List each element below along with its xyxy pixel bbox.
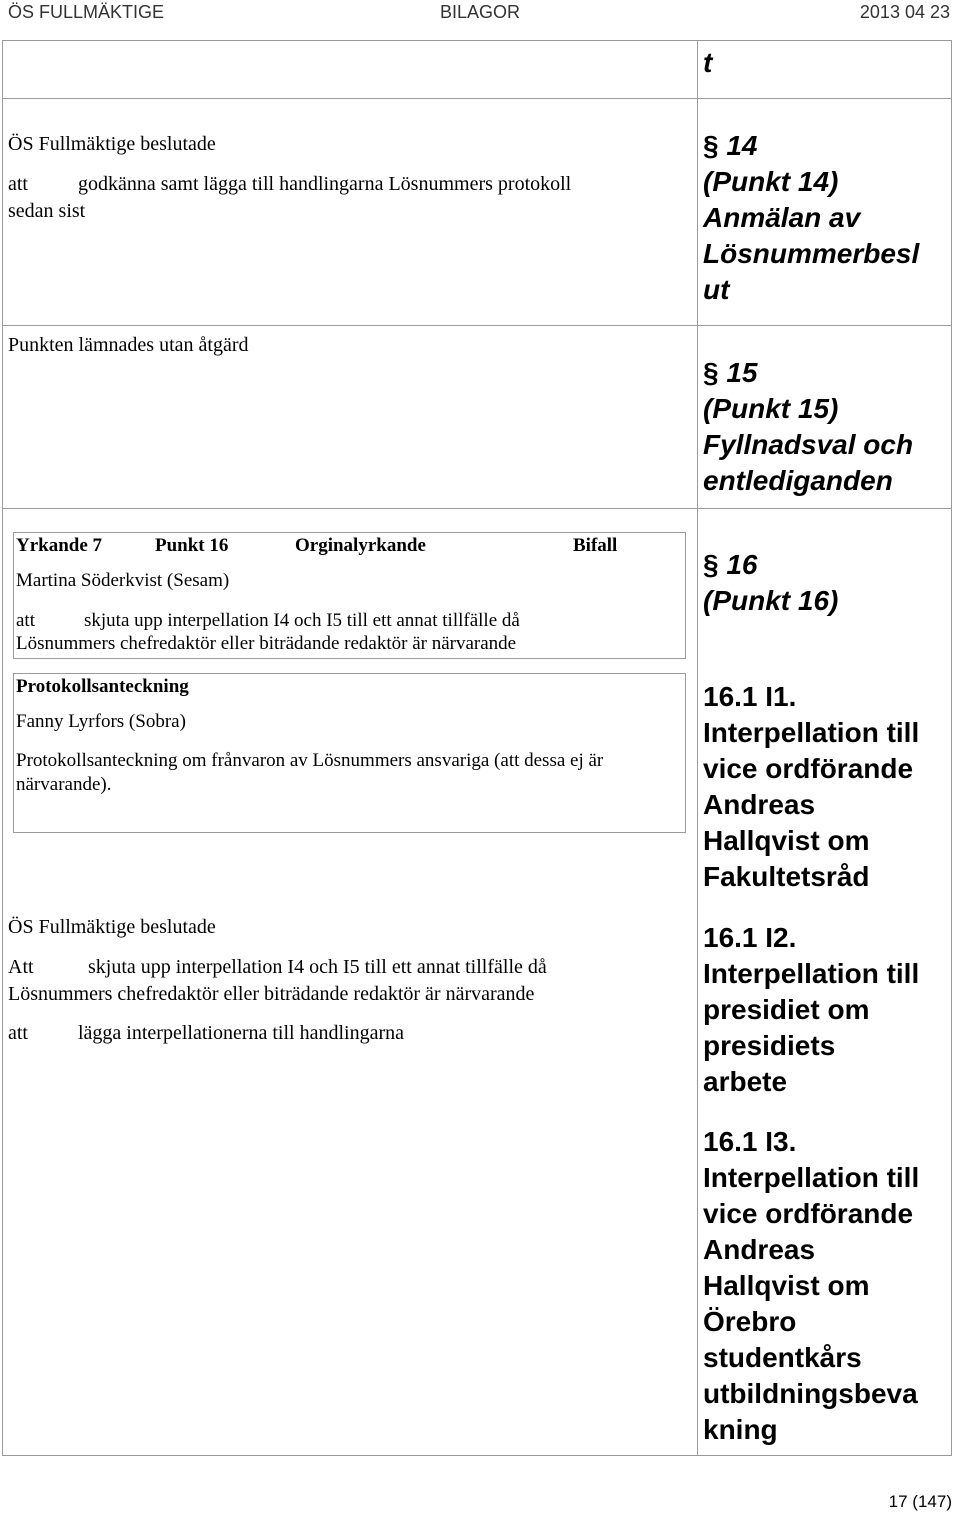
interpellation-line: studentkårs [703,1342,862,1373]
interpellation-line: vice ordförande [703,1198,914,1229]
interpellation-line: Interpellation till [703,717,920,748]
interpellation-line: 16.1 I2. [703,922,797,953]
interpellation-line: presidiets [703,1030,836,1061]
motion-text: Lösnummers chefredaktör eller biträdande redaktör är närvarande [16,633,517,654]
section-symbol: § [703,549,719,580]
section-14-heading [703,128,953,308]
section-line: (Punkt 15) [703,393,839,424]
decision-text: sedan sist [8,200,86,222]
motion-att: att [16,610,35,631]
note-text: Punkten lämnades utan åtgärd [8,334,249,356]
decision-att: att [8,1022,28,1044]
interpellation-line: Interpellation till [703,1162,920,1193]
decision-att: att [8,173,28,195]
interpellation-line: Hallqvist om [703,1270,870,1301]
header-right: 2013 04 23 [859,2,950,22]
interpellation-i2 [703,920,953,1100]
top-right-letter: t [703,47,713,78]
section-line: (Punkt 16) [703,585,839,616]
interpellation-i3 [703,1124,953,1448]
column-divider [697,40,698,1456]
motion-type: Orginalyrkande [295,535,426,556]
motion-text: skjuta upp interpellation I4 och I5 till ett annat tillfälle då [84,610,520,631]
section-line: ut [703,274,730,305]
section-number: 14 [726,130,758,161]
protocol-note-heading: Protokollsanteckning [16,676,189,697]
section-line: Anmälan av [703,202,861,233]
motion-number: Yrkande 7 [16,535,103,556]
decision-att: Att [8,956,34,978]
protocol-note-text: Protokollsanteckning om frånvaron av Lösnummers ansvariga (att dessa ej är [16,750,604,771]
interpellation-line: Andreas [703,789,816,820]
interpellation-i1 [703,679,953,895]
header-left: ÖS FULLMÄKTIGE [8,2,165,22]
section-line: Lösnummerbesl [703,238,920,269]
interpellation-line: utbildningsbeva [703,1378,918,1409]
protocol-note-text: närvarande). [16,774,112,795]
row-divider-15 [2,508,952,509]
section-number: 16 [726,549,758,580]
interpellation-line: Hallqvist om [703,825,870,856]
protocol-note-author: Fanny Lyrfors (Sobra) [16,711,186,732]
section-15-heading [703,355,953,499]
section-line: entlediganden [703,465,893,496]
interpellation-line: Interpellation till [703,958,920,989]
section-symbol: § [703,357,719,388]
interpellation-line: presidiet om [703,994,870,1025]
interpellation-line: arbete [703,1066,788,1097]
motion-proposer: Martina Söderkvist (Sesam) [16,570,230,591]
interpellation-line: kning [703,1414,778,1445]
interpellation-line: Örebro [703,1306,797,1337]
interpellation-line: 16.1 I1. [703,681,797,712]
decision-text: lägga interpellationerna till handlingarna [78,1022,404,1044]
section-symbol: § [703,130,719,161]
section-16-heading [703,547,953,619]
decision-text: Lösnummers chefredaktör eller biträdande redaktör är närvarande [8,983,535,1005]
section-line: (Punkt 14) [703,166,839,197]
decision-text: skjuta upp interpellation I4 och I5 till ett annat tillfälle då [88,956,547,978]
interpellation-line: Andreas [703,1234,816,1265]
page-number: 17 (147) [888,1492,952,1511]
interpellation-line: Fakultetsråd [703,861,870,892]
interpellation-line: vice ordförande [703,753,914,784]
section-number: 15 [726,357,758,388]
motion-result: Bifall [573,535,618,556]
section-line: Fyllnadsval och [703,429,914,460]
motion-point: Punkt 16 [155,535,229,556]
header-middle: BILAGOR [440,2,521,22]
decision-heading: ÖS Fullmäktige beslutade [8,133,216,155]
row-divider-top [2,98,952,99]
row-divider-14 [2,325,952,326]
decision-text: godkänna samt lägga till handlingarna Lösnummers protokoll [78,173,572,195]
decision-heading: ÖS Fullmäktige beslutade [8,916,216,938]
interpellation-line: 16.1 I3. [703,1126,797,1157]
